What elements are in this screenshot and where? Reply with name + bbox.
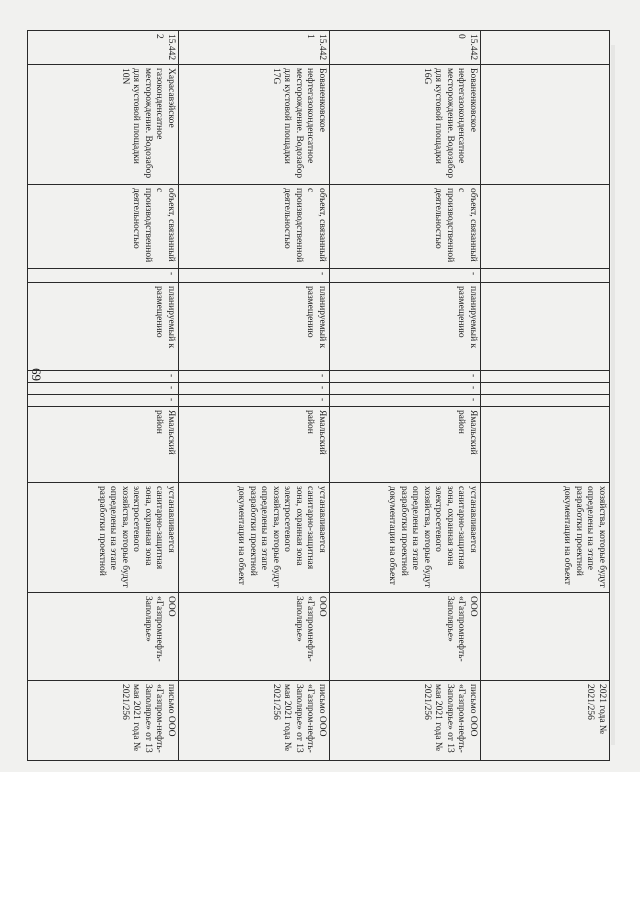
cell-kind: объект, связанный с производственной деятельностью xyxy=(330,185,481,269)
cell-dash: - xyxy=(28,269,179,283)
cell-status: планируемый к размещению xyxy=(179,283,330,371)
cell-dash: - xyxy=(28,395,179,407)
table-row xyxy=(481,31,610,761)
objects-table xyxy=(27,30,610,761)
cell-dash xyxy=(481,269,610,283)
cell-dash: - xyxy=(179,371,330,383)
cell-dash: - xyxy=(28,371,179,383)
cell-num: 15.4420 xyxy=(330,31,481,65)
cell-dash: - xyxy=(330,371,481,383)
cell-doc: письмо ООО «Газпром-нефть-Заполярье» от 13 мая 2021 года № 2021/256 xyxy=(28,681,179,761)
table-row xyxy=(179,31,330,761)
cell-dash: - xyxy=(28,383,179,395)
cell-dash xyxy=(481,371,610,383)
cell-dash: - xyxy=(179,269,330,283)
cell-doc: 2021 года № 2021/256 xyxy=(481,681,610,761)
cell-region xyxy=(481,407,610,483)
cell-region: Ямальский район xyxy=(330,407,481,483)
table-row xyxy=(28,31,179,761)
cell-name: Бованенковское нефтегазоконденсатное месторождение. Водозабор для кустовой площадки 16G xyxy=(330,65,481,185)
cell-doc: письмо ООО «Газпром-нефть-Заполярье» от 13 мая 2021 года № 2021/256 xyxy=(330,681,481,761)
cell-status: планируемый к размещению xyxy=(28,283,179,371)
rotated-table-container xyxy=(27,30,610,760)
cell-dash: - xyxy=(330,395,481,407)
cell-zone: хозяйства, которые будут определены на этапе разработки проектной документации на объект xyxy=(481,483,610,593)
cell-region: Ямальский район xyxy=(179,407,330,483)
cell-kind: объект, связанный с производственной деятельностью xyxy=(179,185,330,269)
cell-zone: устанавливается санитарно-защитная зона, охранная зона электросетевого хозяйства, которые будут определены на этапе разработки проектной документации на объект xyxy=(330,483,481,593)
cell-doc: письмо ООО «Газпром-нефть-Заполярье» от 13 мая 2021 года № 2021/256 xyxy=(179,681,330,761)
cell-org: ООО «Газпромнефть-Заполярье» xyxy=(179,593,330,681)
cell-org: ООО «Газпромнефть-Заполярье» xyxy=(28,593,179,681)
cell-name xyxy=(481,65,610,185)
cell-org: ООО «Газпромнефть-Заполярье» xyxy=(330,593,481,681)
cell-org xyxy=(481,593,610,681)
cell-name: Бованенковское нефтегазоконденсатное месторождение. Водозабор для кустовой площадки 17G xyxy=(179,65,330,185)
cell-dash xyxy=(481,383,610,395)
cell-name: Харасавэйское газоконденсатное месторождение. Водозабор для кустовой площадки 10N xyxy=(28,65,179,185)
cell-dash: - xyxy=(330,269,481,283)
page-number: 69 xyxy=(29,368,44,381)
cell-dash: - xyxy=(179,395,330,407)
cell-status xyxy=(481,283,610,371)
cell-dash: - xyxy=(179,383,330,395)
cell-num: 15.4422 xyxy=(28,31,179,65)
cell-dash: - xyxy=(330,383,481,395)
cell-status: планируемый к размещению xyxy=(330,283,481,371)
cell-kind: объект, связанный с производственной деятельностью xyxy=(28,185,179,269)
cell-zone: устанавливается санитарно-защитная зона, охранная зона электросетевого хозяйства, которые будут определены на этапе разработки проектной xyxy=(28,483,179,593)
cell-kind xyxy=(481,185,610,269)
cell-num xyxy=(481,31,610,65)
table-row xyxy=(330,31,481,761)
cell-dash xyxy=(481,395,610,407)
cell-zone: устанавливается санитарно-защитная зона, охранная зона электросетевого хозяйства, которые будут определены на этапе разработки проектной документации на объект xyxy=(179,483,330,593)
cell-num: 15.4421 xyxy=(179,31,330,65)
cell-region: Ямальский район xyxy=(28,407,179,483)
